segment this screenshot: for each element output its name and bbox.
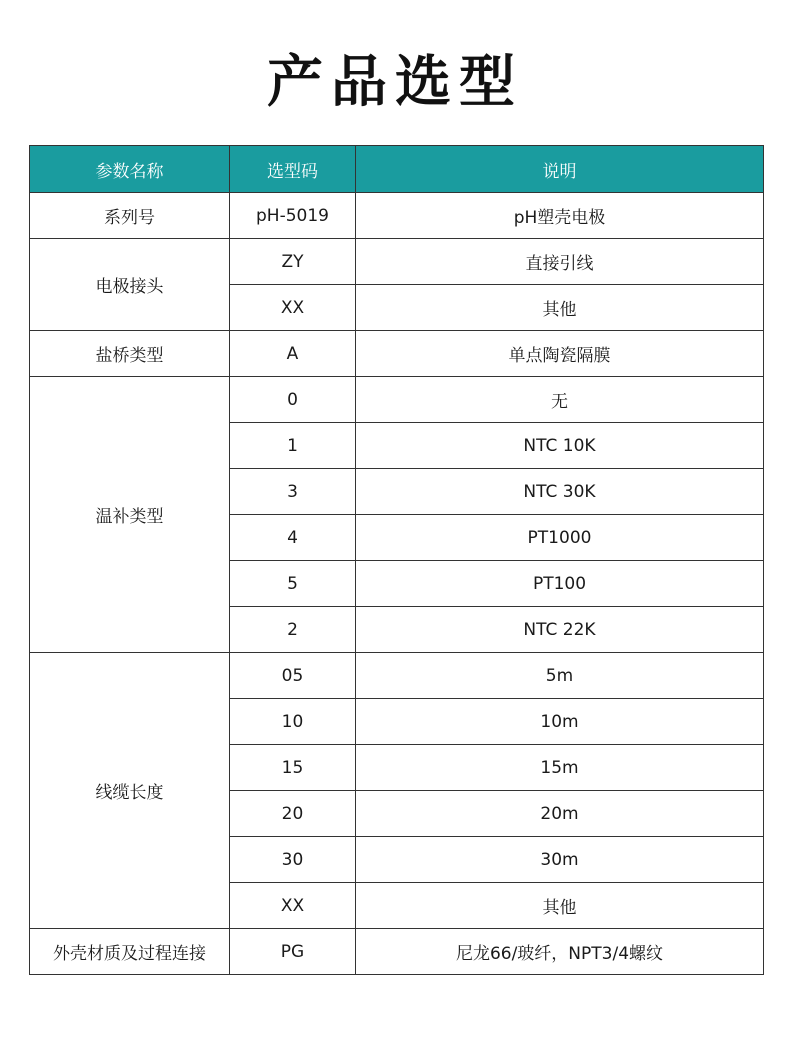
param-cell: 电极接头	[30, 239, 230, 331]
table-row	[30, 653, 764, 699]
code-cell: 0	[230, 377, 356, 423]
code-cell: 5	[230, 561, 356, 607]
desc-cell: NTC 10K	[356, 423, 764, 469]
table-row	[30, 377, 764, 423]
desc-cell: NTC 22K	[356, 607, 764, 653]
page-title: 产品选型	[267, 50, 523, 115]
code-cell: XX	[230, 285, 356, 331]
desc-cell: 其他	[356, 883, 764, 929]
code-cell: 05	[230, 653, 356, 699]
code-cell: A	[230, 331, 356, 377]
desc-cell: 20m	[356, 791, 764, 837]
param-cell: 线缆长度	[30, 653, 230, 929]
desc-cell: 单点陶瓷隔膜	[356, 331, 764, 377]
desc-cell: PT1000	[356, 515, 764, 561]
code-cell: 20	[230, 791, 356, 837]
code-cell: XX	[230, 883, 356, 929]
code-cell: 10	[230, 699, 356, 745]
table-row	[30, 193, 764, 239]
table-header-row	[30, 146, 764, 193]
code-cell: 30	[230, 837, 356, 883]
param-cell: 外壳材质及过程连接	[30, 929, 230, 975]
code-cell: 15	[230, 745, 356, 791]
desc-cell: 无	[356, 377, 764, 423]
code-cell: 2	[230, 607, 356, 653]
desc-cell: 10m	[356, 699, 764, 745]
desc-cell: 尼龙66/玻纤，NPT3/4螺纹	[356, 929, 764, 975]
code-cell: PG	[230, 929, 356, 975]
table-row	[30, 929, 764, 975]
table-row	[30, 239, 764, 285]
header-desc: 说明	[356, 146, 764, 193]
desc-cell: pH塑壳电极	[356, 193, 764, 239]
code-cell: ZY	[230, 239, 356, 285]
code-cell: 1	[230, 423, 356, 469]
desc-cell: 5m	[356, 653, 764, 699]
code-cell: pH-5019	[230, 193, 356, 239]
selection-table	[29, 145, 764, 975]
desc-cell: 30m	[356, 837, 764, 883]
desc-cell: 其他	[356, 285, 764, 331]
header-param: 参数名称	[30, 146, 230, 193]
desc-cell: 15m	[356, 745, 764, 791]
desc-cell: 直接引线	[356, 239, 764, 285]
param-cell: 温补类型	[30, 377, 230, 653]
code-cell: 4	[230, 515, 356, 561]
desc-cell: NTC 30K	[356, 469, 764, 515]
param-cell: 系列号	[30, 193, 230, 239]
param-cell: 盐桥类型	[30, 331, 230, 377]
code-cell: 3	[230, 469, 356, 515]
table-row	[30, 331, 764, 377]
header-code: 选型码	[230, 146, 356, 193]
desc-cell: PT100	[356, 561, 764, 607]
